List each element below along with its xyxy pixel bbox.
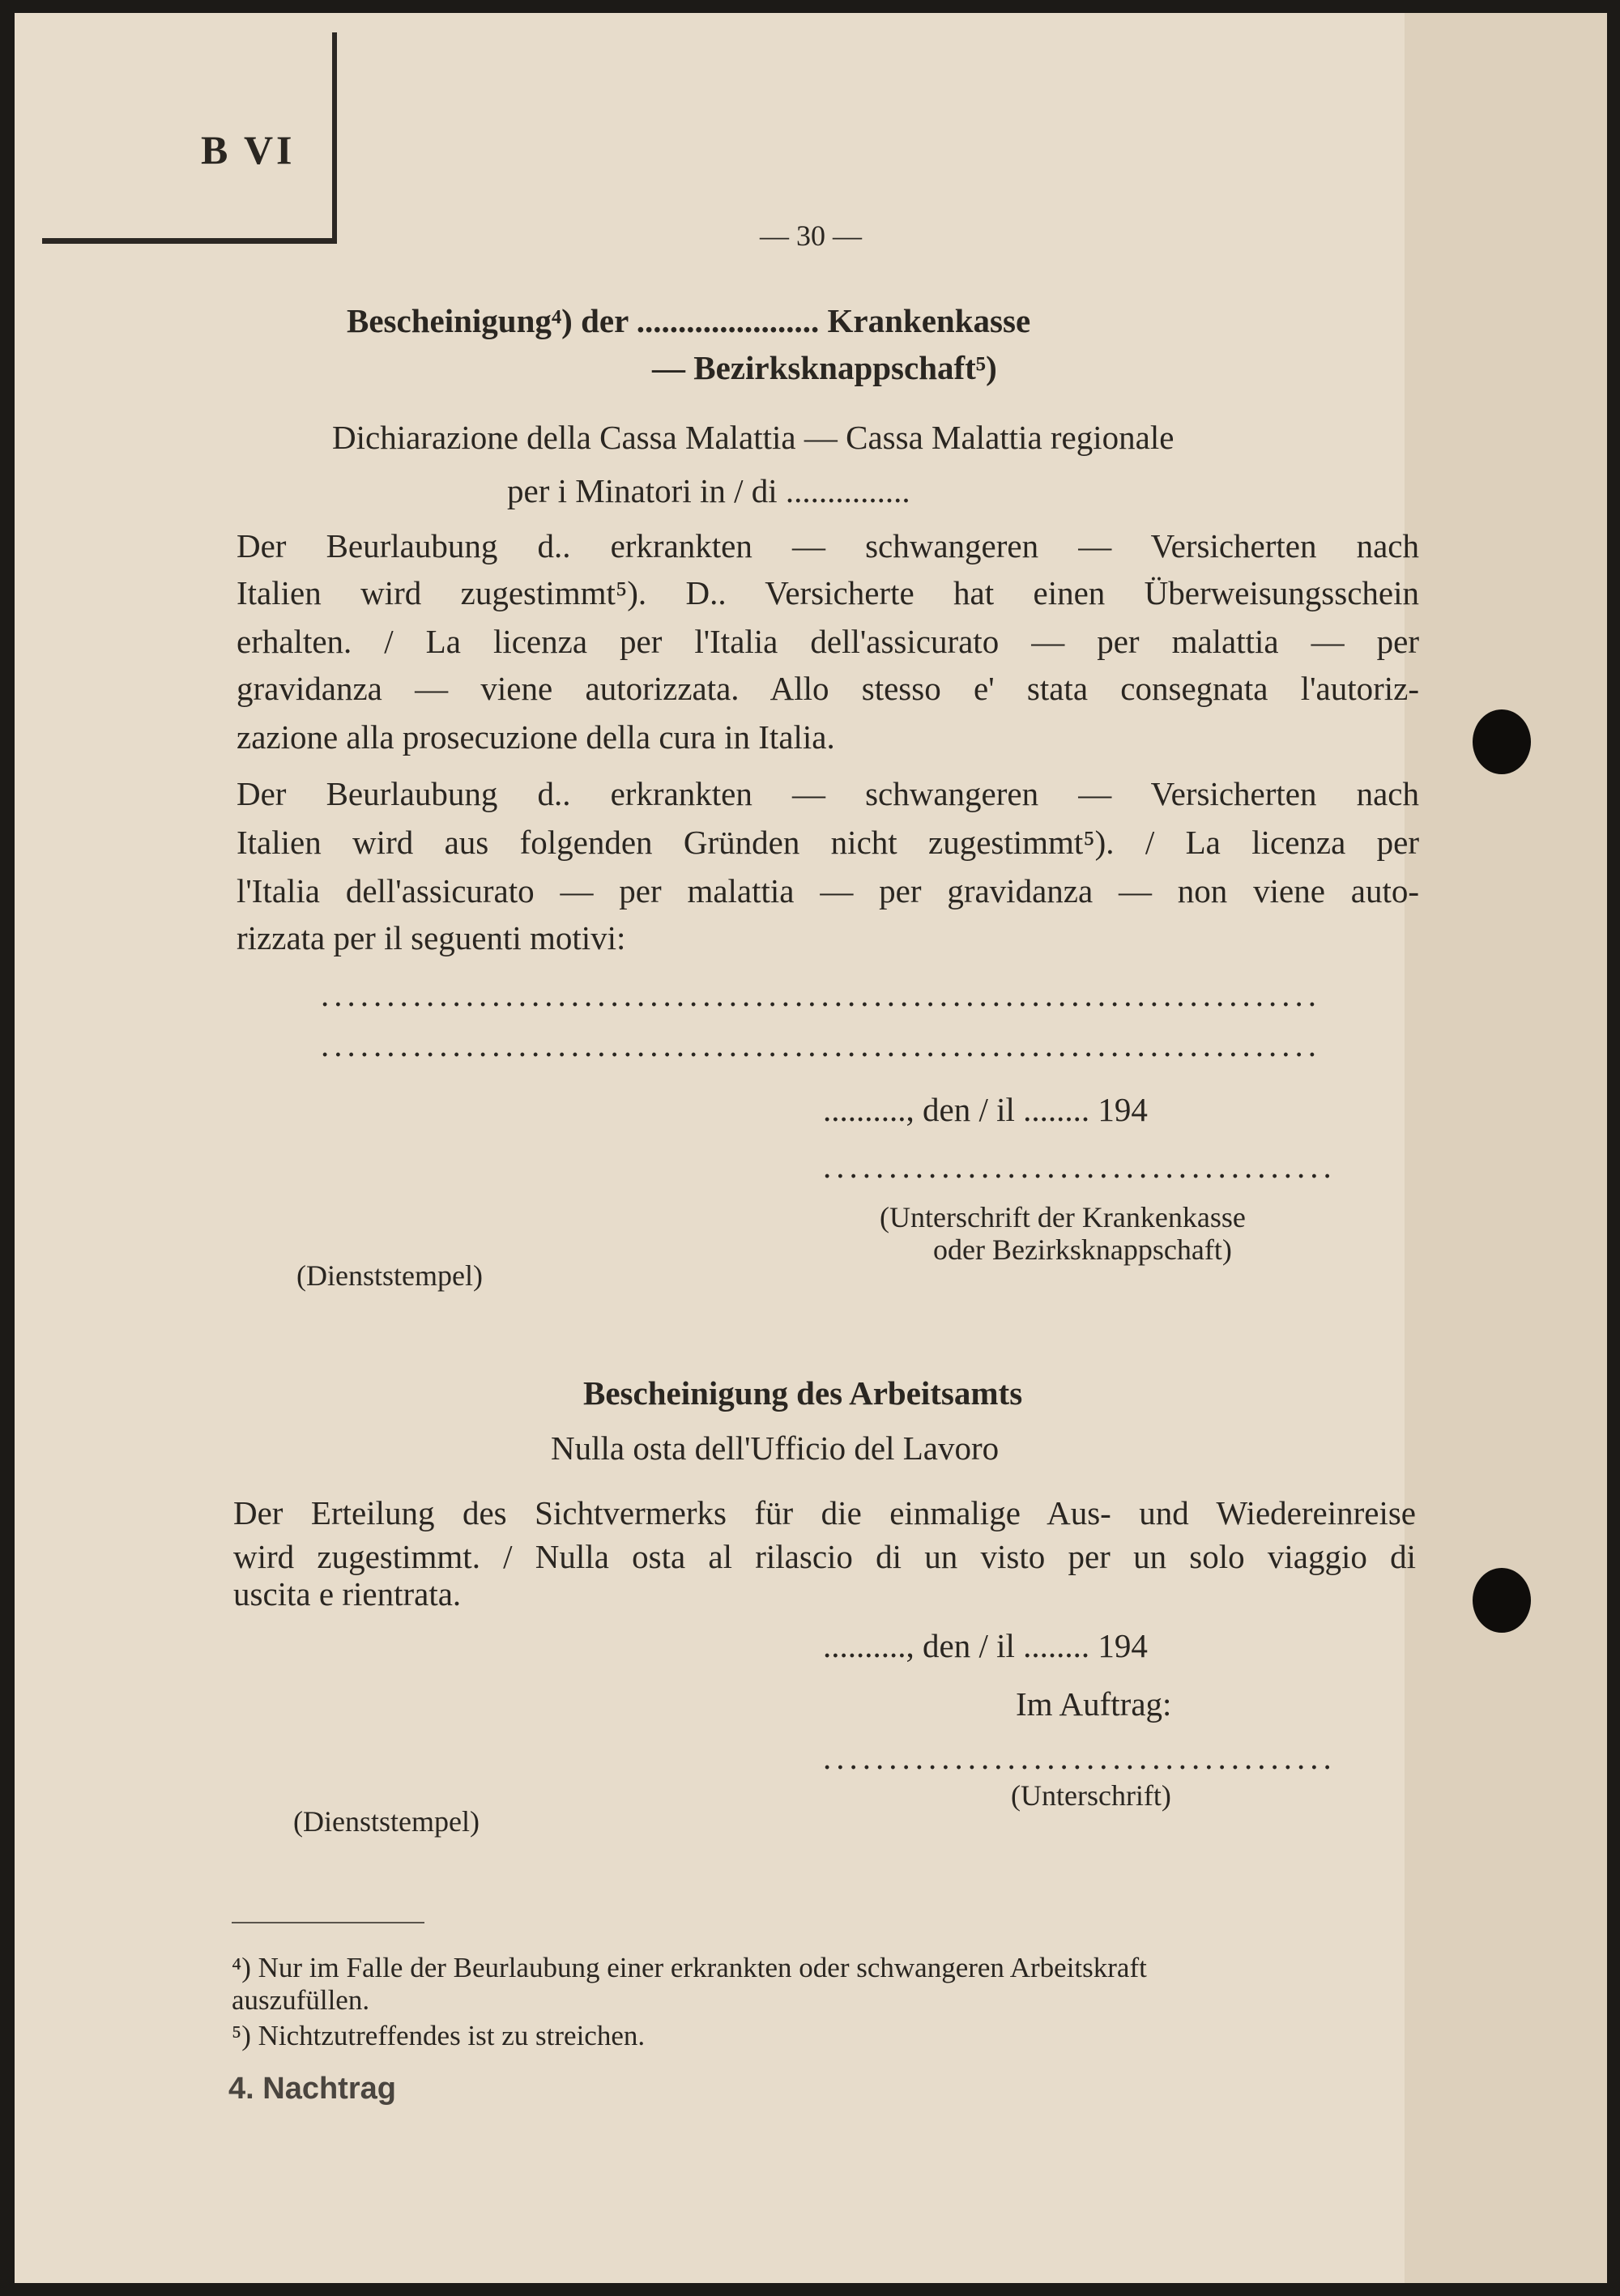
im-auftrag-label: Im Auftrag: — [1016, 1685, 1172, 1723]
paragraph-line: erhalten. / La licenza per l'Italia dell'assicurato — per malattia — per — [237, 623, 1419, 660]
paragraph-line: l'Italia dell'assicurato — per malattia — per gravidanza — non viene auto- — [237, 872, 1419, 909]
certificate1-title-line1: Bescheinigung⁴) der ...................... Krankenkasse — [347, 302, 1031, 339]
section-mark: B VI — [201, 127, 296, 173]
signature-dotted-line: ....................................... — [823, 1739, 1336, 1776]
stamp-label: (Dienststempel) — [293, 1805, 480, 1838]
footnote-rule — [232, 1922, 424, 1923]
paragraph-line: wird zugestimmt. / Nulla osta al rilascio di un visto per un solo viaggio di — [233, 1538, 1416, 1575]
punch-hole-icon — [1473, 709, 1531, 774]
certificate2-italian-title: Nulla osta dell'Ufficio del Lavoro — [551, 1429, 1000, 1467]
page-edge-strip — [1405, 13, 1607, 2283]
reason-dotted-line: ............................................................................ — [321, 1026, 1321, 1063]
paragraph-line: gravidanza — viene autorizzata. Allo stesso e' stata consegnata l'autoriz- — [237, 670, 1419, 707]
paragraph-line: zazione alla prosecuzione della cura in Italia. — [237, 718, 835, 756]
signature-label: (Unterschrift) — [1011, 1779, 1171, 1812]
footnote-4: ⁴) Nur im Falle der Beurlaubung einer erkrankten oder schwangeren Arbeitskraft — [232, 1952, 1147, 1983]
punch-hole-icon — [1473, 1568, 1531, 1633]
paragraph-line: Italien wird aus folgenden Gründen nicht zugestimmt⁵). / La licenza per — [237, 824, 1419, 861]
signature-label: oder Bezirksknappschaft) — [933, 1233, 1232, 1266]
certificate1-italian-line1: Dichiarazione della Cassa Malattia — Cassa Malattia regionale — [332, 419, 1174, 456]
paragraph-line: uscita e rientrata. — [233, 1575, 462, 1612]
paragraph-line: Der Erteilung des Sichtvermerks für die einmalige Aus- und Wiedereinreise — [233, 1494, 1416, 1531]
date-line: .........., den / il ........ 194 — [823, 1627, 1148, 1664]
date-line: .........., den / il ........ 194 — [823, 1091, 1148, 1128]
corner-frame-vertical — [332, 32, 337, 243]
document-page — [15, 13, 1607, 2283]
signature-label: (Unterschrift der Krankenkasse — [880, 1201, 1246, 1233]
page-number: — 30 — — [760, 219, 862, 252]
paragraph-line: Der Beurlaubung d.. erkrankten — schwangeren — Versicherten nach — [237, 527, 1419, 564]
certificate2-title: Bescheinigung des Arbeitsamts — [583, 1374, 1023, 1412]
corner-frame-horizontal — [42, 238, 337, 244]
stamp-label: (Dienststempel) — [296, 1259, 483, 1292]
footnote-5: ⁵) Nichtzutreffendes ist zu streichen. — [232, 2020, 646, 2051]
certificate1-italian-line2: per i Minatori in / di ............... — [507, 472, 910, 509]
footnote-4-continued: auszufüllen. — [232, 1984, 370, 2016]
supplement-label: 4. Nachtrag — [228, 2072, 396, 2106]
reason-dotted-line: ............................................................................ — [321, 976, 1321, 1013]
signature-dotted-line: ....................................... — [823, 1148, 1336, 1185]
paragraph-line: Italien wird zugestimmt⁵). D.. Versicherte hat einen Überweisungsschein — [237, 574, 1419, 611]
paragraph-line: Der Beurlaubung d.. erkrankten — schwangeren — Versicherten nach — [237, 775, 1419, 812]
paragraph-line: rizzata per il seguenti motivi: — [237, 919, 626, 956]
certificate1-title-line2: — Bezirksknappschaft⁵) — [652, 349, 997, 386]
